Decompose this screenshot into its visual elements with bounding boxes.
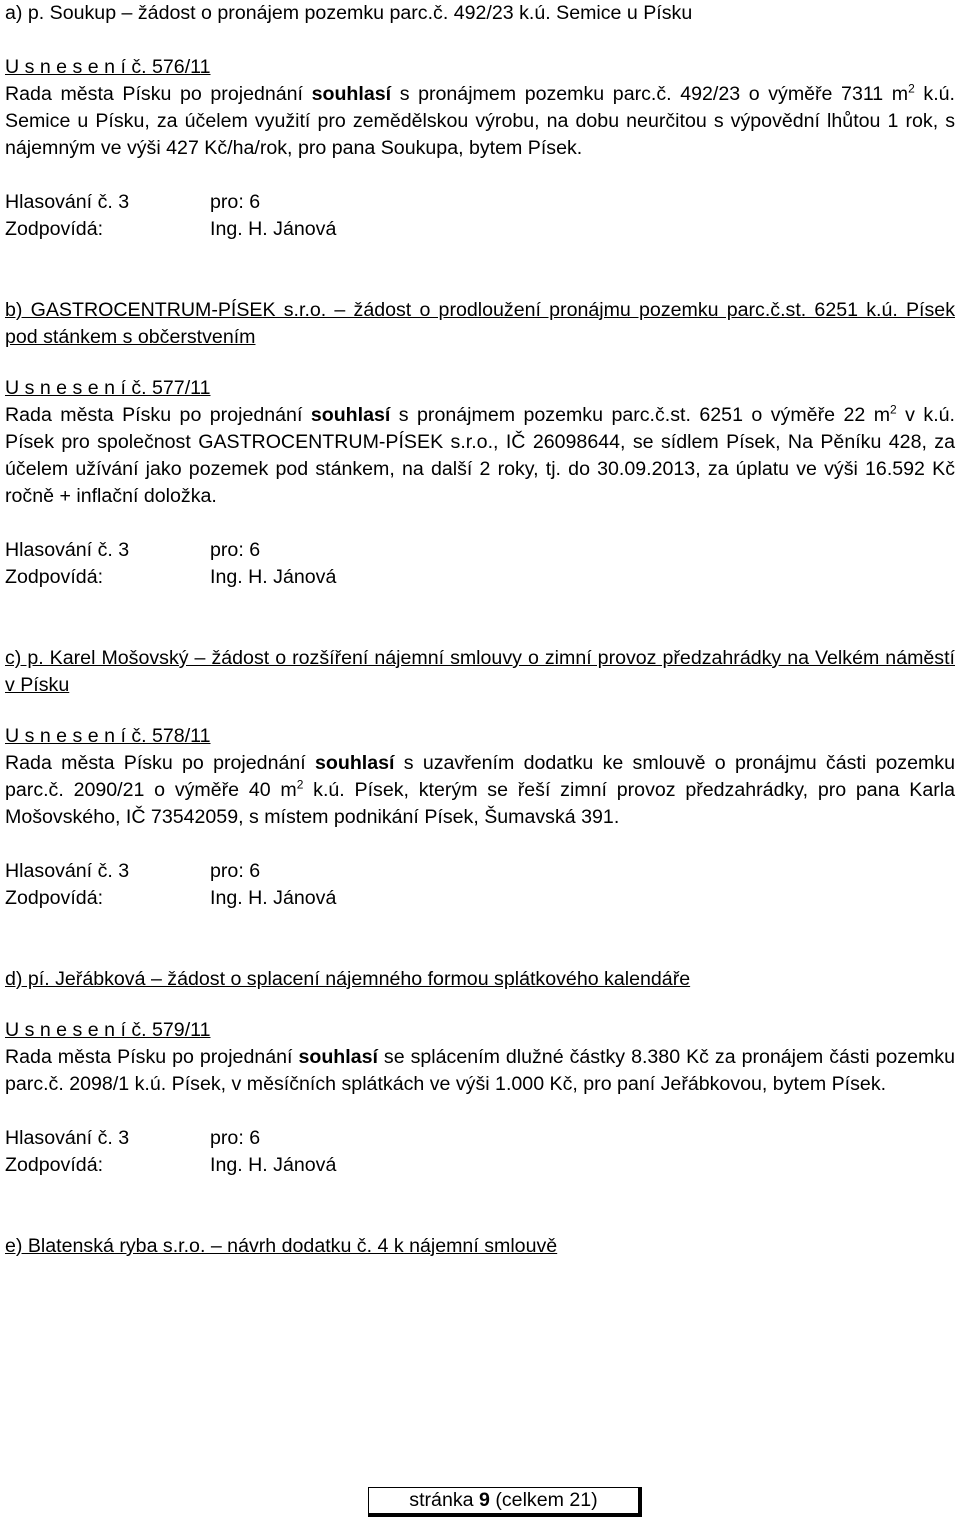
item-d-vote: Hlasování č. 3 pro: 6 <box>5 1127 261 1149</box>
page-number: 9 <box>479 1489 490 1511</box>
item-c-resolution: U s n e s e n í č. 578/11 <box>5 725 211 747</box>
item-a-vote: Hlasování č. 3 pro: 6 <box>5 191 261 213</box>
item-a-responsible: Zodpovídá: Ing. H. Jánová <box>5 218 337 240</box>
item-b-title: b) GASTROCENTRUM-PÍSEK s.r.o. – žádost o prodloužení pronájmu pozemku parc.č.st. 6251 k.ú. Písek pod stánkem s občerstvením <box>5 299 955 348</box>
resolution-number: U s n e s e n í č. 576/11 <box>5 56 211 78</box>
item-d-resolution: U s n e s e n í č. 579/11 <box>5 1019 211 1041</box>
item-b-text: Rada města Písku po projednání souhlasí s pronájmem pozemku parc.č.st. 6251 o výměře 22 $m^2$ v k.ú. Písek pro společnost GASTROCENTRUM-PÍSEK s.r.o., IČ 26098644, se sídlem Písek, Na Pěníku 428, za účelem užívání jako pozemek pod stánkem, na další 2 roky, tj. do 30.09.2013, za úplatu ve výši 16.592 Kč ročně + inflační doložka. <box>5 402 955 507</box>
item-c-responsible: Zodpovídá: Ing. H. Jánová <box>5 887 337 909</box>
item-b-vote: Hlasování č. 3 pro: 6 <box>5 539 261 561</box>
item-a-resolution <box>5 54 955 81</box>
item-b-responsible: Zodpovídá: Ing. H. Jánová <box>5 566 337 588</box>
item-c-vote: Hlasování č. 3 pro: 6 <box>5 860 261 882</box>
item-c-text: Rada města Písku po projednání souhlasí s uzavřením dodatku ke smlouvě o pronájmu části pozemku parc.č. 2090/21 o výměře 40 $m^2$ k.ú. Písek, kterým se řeší zimní provoz předzahrádky, pro pana Karla Mošovského, IČ 73542059, s místem podnikání Písek, Šumavská 391. <box>5 752 956 828</box>
document-page <box>5 0 955 1260</box>
page-footer: stránka 9 (celkem 21) <box>368 1487 642 1517</box>
item-d-text: Rada města Písku po projednání souhlasí se splácením dlužné částky 8.380 Kč za pronájem části pozemku parc.č. 2098/1 k.ú. Písek, v měsíčních splátkách ve výši 1.000 Kč, pro paní Jeřábkovou, bytem Písek. <box>5 1046 955 1095</box>
item-b-resolution: U s n e s e n í č. 577/11 <box>5 377 211 399</box>
item-d-title: d) pí. Jeřábková – žádost o splacení nájemného formou splátkového kalendáře <box>5 968 691 990</box>
item-e-title: e) Blatenská ryba s.r.o. – návrh dodatku č. 4 k nájemní smlouvě <box>5 1235 558 1257</box>
item-a-text: Rada města Písku po projednání souhlasí s pronájmem pozemku parc.č. 492/23 o výměře 7311 $m^2$ k.ú. Semice u Písku, za účelem využití pro zemědělskou výrobu, na dobu neurčitou s výpovědní lhůtou 1 rok, s nájemným ve výši 427 Kč/ha/rok, pro pana Soukupa, bytem Písek. <box>5 81 955 159</box>
item-c-title: c) p. Karel Mošovský – žádost o rozšíření nájemní smlouvy o zimní provoz předzahrádky na Velkém náměstí v Písku <box>5 647 955 696</box>
item-d-responsible: Zodpovídá: Ing. H. Jánová <box>5 1154 337 1176</box>
item-a-title: a) p. Soukup – žádost o pronájem pozemku parc.č. 492/23 k.ú. Semice u Písku <box>5 2 693 24</box>
